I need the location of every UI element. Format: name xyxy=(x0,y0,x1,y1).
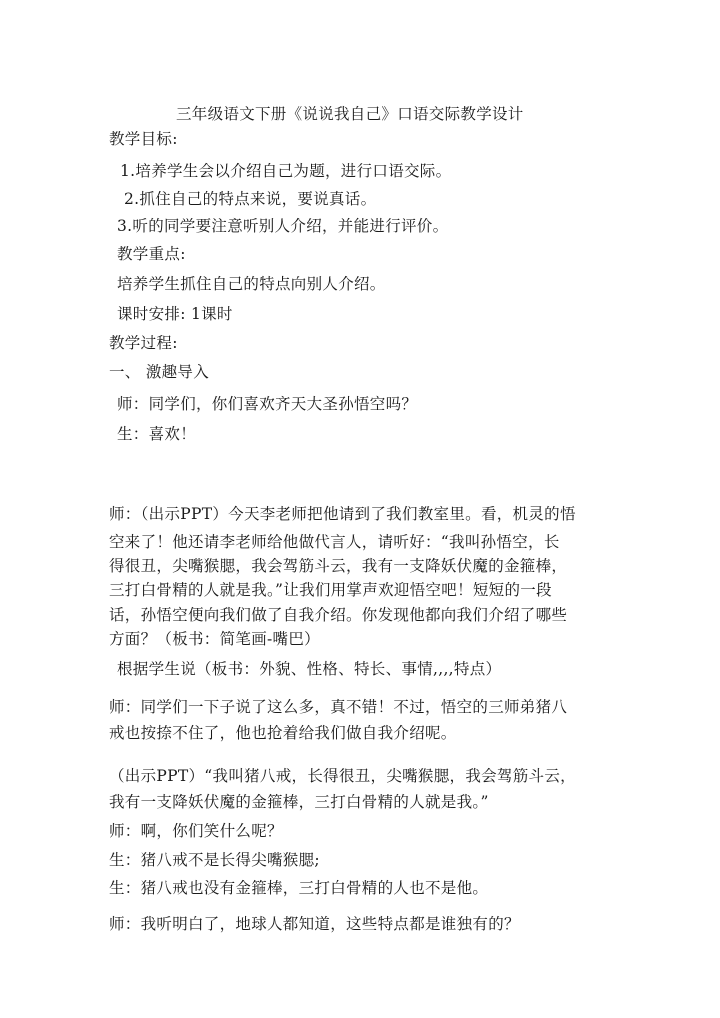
dialogue-line: 师：我听明白了，地球人都知道，这些特点都是谁独有的？ xyxy=(109,915,520,933)
paragraph-line: 三打白骨精的人就是我。”让我们用掌声欢迎悟空吧！短短的一段 xyxy=(109,581,552,599)
paragraph-line: 师：（出示PPT）今天李老师把他请到了我们教室里。看，机灵的悟 xyxy=(109,505,576,523)
document-title: 三年级语文下册《说说我自己》口语交际教学设计 xyxy=(176,105,524,123)
focus-heading: 教学重点: xyxy=(117,245,186,263)
goal-item: 1.培养学生会以介绍自己为题，进行口语交际。 xyxy=(120,162,452,180)
dialogue-line: 生：喜欢！ xyxy=(117,425,197,443)
paragraph-line: 我有一支降妖伏魔的金箍棒，三打白骨精的人就是我。” xyxy=(109,793,489,811)
paragraph-line: （出示PPT）“我叫猪八戒，长得很丑，尖嘴猴腮，我会驾筋斗云， xyxy=(109,767,576,785)
goal-item: 3.听的同学要注意听别人介绍，并能进行评价。 xyxy=(117,217,449,235)
paragraph-line: 方面？（板书：简笔画-嘴巴） xyxy=(109,630,320,648)
paragraph-line: 戒也按捺不住了，他也抢着给我们做自我介绍呢。 xyxy=(109,724,457,742)
step-heading: 一、 激趣导入 xyxy=(109,363,210,381)
process-heading: 教学过程: xyxy=(109,334,178,352)
focus-text: 培养学生抓住自己的特点向别人介绍。 xyxy=(117,275,386,293)
goal-item: 2.抓住自己的特点来说，要说真话。 xyxy=(124,190,377,208)
paragraph-line: 师：同学们一下子说了这么多，真不错！不过，悟空的三师弟猪八 xyxy=(109,698,568,716)
dialogue-line: 生：猪八戒也没有金箍棒，三打白骨精的人也不是他。 xyxy=(109,879,489,897)
dialogue-line: 生：猪八戒不是长得尖嘴猴腮; xyxy=(109,851,320,869)
dialogue-line: 师：同学们，你们喜欢齐天大圣孙悟空吗？ xyxy=(117,395,418,413)
paragraph-line: 根据学生说（板书：外貌、性格、特长、事情,,,,特点） xyxy=(117,660,502,678)
dialogue-line: 师：啊，你们笑什么呢？ xyxy=(109,822,283,840)
paragraph-line: 话，孙悟空便向我们做了自我介绍。你发现他都向我们介绍了哪些 xyxy=(109,606,568,624)
paragraph-line: 得很丑，尖嘴猴腮，我会驾筋斗云，我有一支降妖伏魔的金箍棒， xyxy=(109,557,568,575)
goals-heading: 教学目标: xyxy=(109,130,178,148)
schedule-text: 课时安排: 1课时 xyxy=(117,305,233,323)
paragraph-line: 空来了！他还请李老师给他做代言人，请听好：“我叫孙悟空，长 xyxy=(109,533,560,551)
